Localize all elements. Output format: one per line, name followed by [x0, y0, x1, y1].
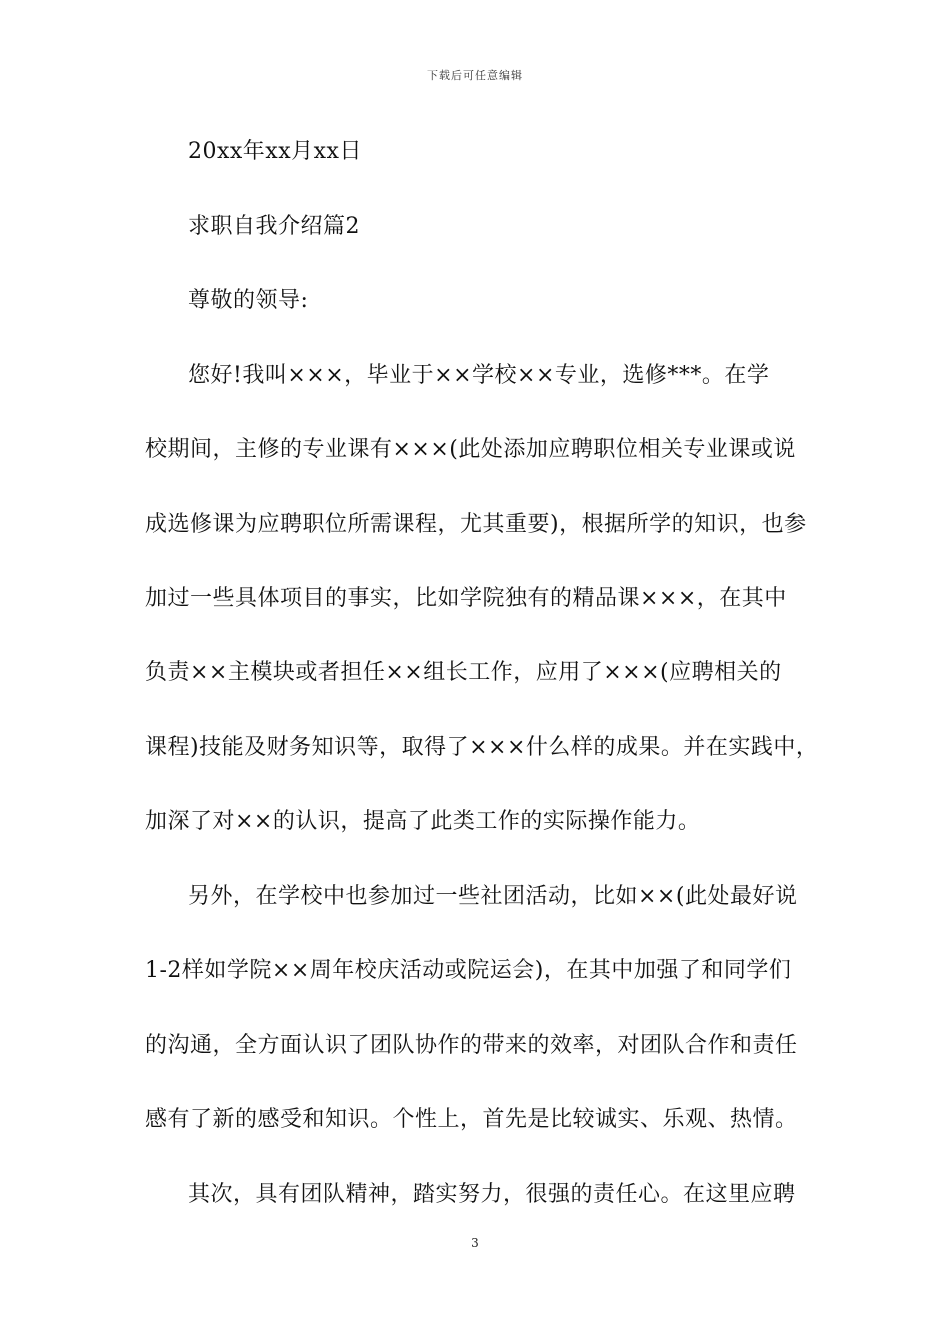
page-number: 3 — [471, 1236, 479, 1250]
body-line: 加过一些具体项目的事实，比如学院独有的精品课×××，在其中 — [145, 586, 787, 611]
body-line: 校期间，主修的专业课有×××(此处添加应聘职位相关专业课或说 — [145, 437, 796, 462]
date-line: 20xx年xx月xx日 — [188, 139, 362, 164]
section-title: 求职自我介绍篇2 — [188, 214, 360, 239]
body-line: 负责××主模块或者担任××组长工作，应用了×××(应聘相关的 — [145, 660, 782, 685]
header-note: 下载后可任意编辑 — [427, 69, 523, 82]
body-line: 另外，在学校中也参加过一些社团活动，比如××(此处最好说 — [188, 884, 798, 909]
body-line: 成选修课为应聘职位所需课程，尤其重要)，根据所学的知识，也参 — [145, 512, 807, 537]
body-line: 课程)技能及财务知识等，取得了×××什么样的成果。并在实践中， — [145, 735, 819, 760]
salutation: 尊敬的领导: — [188, 288, 309, 313]
body-line: 1-2样如学院××周年校庆活动或院运会)，在其中加强了和同学们 — [145, 958, 792, 983]
body-line: 加深了对××的认识，提高了此类工作的实际操作能力。 — [145, 809, 701, 834]
body-line: 感有了新的感受和知识。个性上，首先是比较诚实、乐观、热情。 — [145, 1107, 798, 1132]
body-line: 的沟通，全方面认识了团队协作的带来的效率，对团队合作和责任 — [145, 1033, 798, 1058]
body-line: 您好!我叫×××，毕业于××学校××专业，选修***。在学 — [188, 363, 770, 388]
body-line: 其次，具有团队精神，踏实努力，很强的责任心。在这里应聘 — [188, 1182, 796, 1207]
